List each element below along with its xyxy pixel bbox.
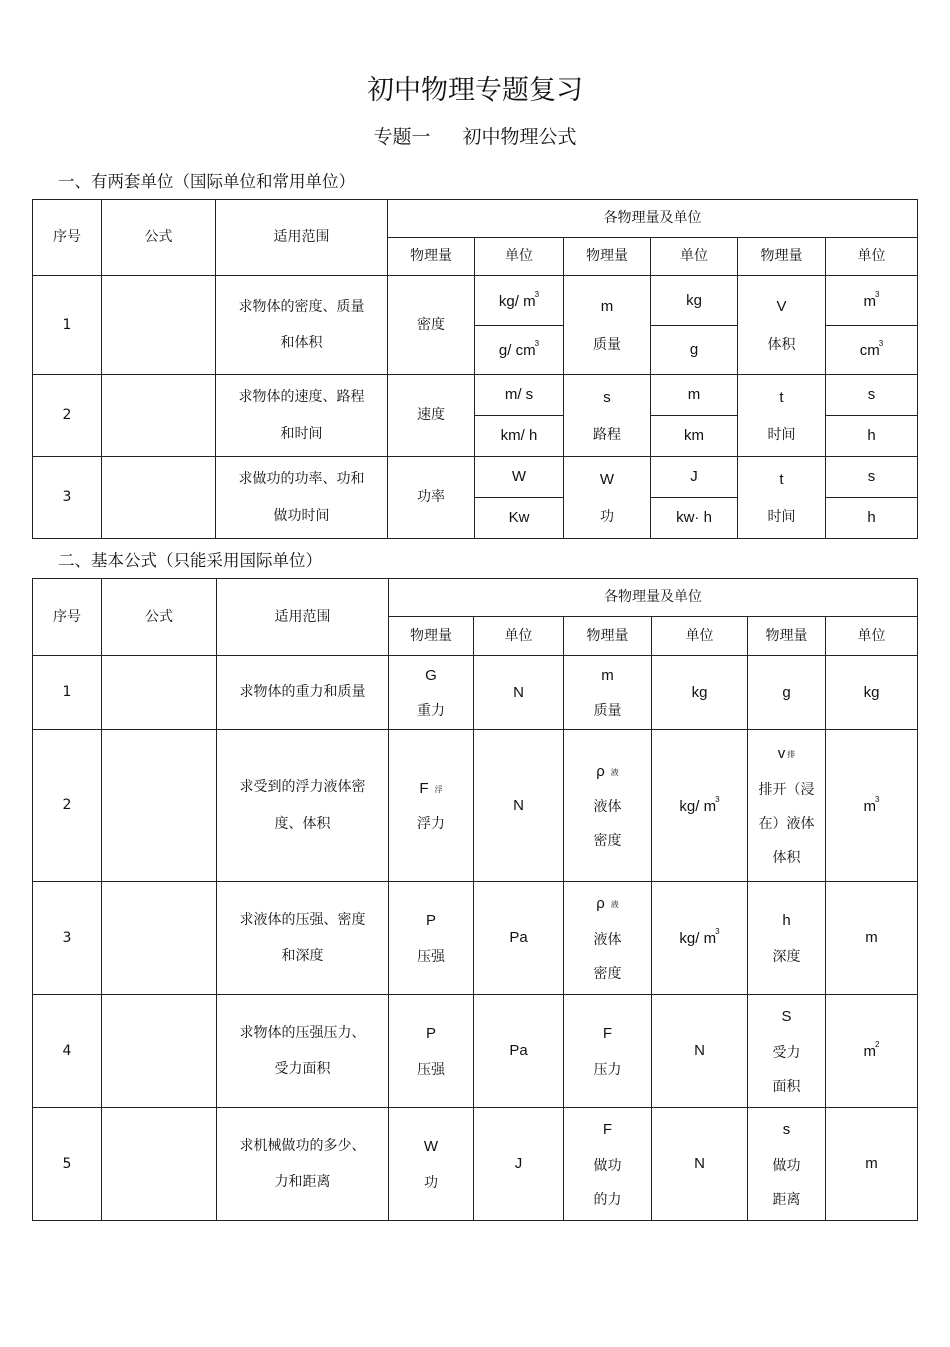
row-scope: 求液体的压强、密度 和深度 [217,882,389,995]
table-row [33,730,918,882]
header-qty-2: 物理量 [564,238,651,276]
row-quantity: P 压强 [389,882,474,995]
header-unit-3: 单位 [826,238,918,276]
row-quantity: F浮 浮力 [389,730,474,882]
header-unit-2: 单位 [652,617,748,656]
row-unit: m [826,882,918,995]
table-row [33,457,918,498]
row-seq: 3 [33,882,102,995]
header-formula: 公式 [102,200,216,276]
row-unit: g/ $cm^3$ [475,326,564,375]
header-unit-1: 单位 [474,617,564,656]
table-row [33,995,918,1108]
row-unit: N [652,1108,748,1221]
table-row [33,1108,918,1221]
header-group: 各物理量及单位 [388,200,918,238]
row-unit: kg/ $m^3$ [652,730,748,882]
row-quantity: g [748,656,826,730]
subtitle-name: 初中物理公式 [462,126,577,148]
page-title: 初中物理专题复习 [367,75,583,106]
row-quantity: P 压强 [389,995,474,1108]
header-qty-1: 物理量 [388,238,475,276]
row-scope: 求做功的功率、功和 做功时间 [216,457,388,539]
row-unit: g [651,326,738,375]
row-unit: m [826,1108,918,1221]
row-scope: 求机械做功的多少、 力和距离 [217,1108,389,1221]
row-formula [102,1108,217,1221]
units-table [32,199,918,539]
header-qty-2: 物理量 [564,617,652,656]
row-unit: Kw [475,498,564,539]
row-unit: s [826,375,918,416]
row-seq: 2 [33,730,102,882]
row-quantity: t 时间 [738,375,826,457]
row-unit: N [652,995,748,1108]
table-row [33,656,918,730]
row-quantity: m 质量 [564,656,652,730]
subtitle-topic: 专题一 [373,126,431,148]
header-scope: 适用范围 [216,200,388,276]
row-unit: kg/ $m^3$ [475,276,564,326]
row-unit: $cm^3$ [826,326,918,375]
row-unit: $m^3$ [826,276,918,326]
header-formula: 公式 [102,579,217,656]
row-unit: J [651,457,738,498]
header-unit-3: 单位 [826,617,918,656]
row-unit: km [651,416,738,457]
row-quantity: W 功 [389,1108,474,1221]
row-unit: $m^3$ [826,730,918,882]
row-quantity: F 压力 [564,995,652,1108]
header-scope: 适用范围 [217,579,389,656]
row-unit: N [474,656,564,730]
row-quantity: s 做功 距离 [748,1108,826,1221]
row-quantity: S 受力 面积 [748,995,826,1108]
row-formula [102,730,217,882]
row-unit: W [475,457,564,498]
row-formula [102,882,217,995]
row-seq: 5 [33,1108,102,1221]
row-unit: kg [652,656,748,730]
row-quantity: 功率 [388,457,475,539]
row-scope: 求物体的速度、路程 和时间 [216,375,388,457]
row-quantity: m 质量 [564,276,651,375]
row-seq: 3 [33,457,102,539]
row-formula [102,656,217,730]
table-row [33,375,918,416]
row-unit: Pa [474,995,564,1108]
table-row [33,882,918,995]
row-scope: 求受到的浮力液体密 度、体积 [217,730,389,882]
row-seq: 4 [33,995,102,1108]
row-quantity: G 重力 [389,656,474,730]
header-seq: 序号 [33,579,102,656]
header-unit-2: 单位 [651,238,738,276]
row-quantity: ρ液 液体 密度 [564,730,652,882]
row-unit: kw· h [651,498,738,539]
row-unit: $m^2$ [826,995,918,1108]
row-quantity: h 深度 [748,882,826,995]
row-seq: 2 [33,375,102,457]
row-quantity: 速度 [388,375,475,457]
row-unit: J [474,1108,564,1221]
row-unit: h [826,416,918,457]
row-unit: m [651,375,738,416]
page-subtitle [0,122,950,149]
section1-heading: 一、有两套单位（国际单位和常用单位） [58,172,355,191]
row-unit: h [826,498,918,539]
row-unit: kg [651,276,738,326]
row-quantity: ρ液 液体 密度 [564,882,652,995]
header-unit-1: 单位 [475,238,564,276]
row-scope: 求物体的密度、质量 和体积 [216,276,388,375]
row-quantity: V 体积 [738,276,826,375]
header-seq: 序号 [33,200,102,276]
row-unit: s [826,457,918,498]
row-seq: 1 [33,276,102,375]
row-unit: km/ h [475,416,564,457]
row-formula [102,375,216,457]
row-seq: 1 [33,656,102,730]
header-qty-3: 物理量 [748,617,826,656]
row-unit: Pa [474,882,564,995]
row-unit: kg [826,656,918,730]
header-qty-3: 物理量 [738,238,826,276]
row-quantity: W 功 [564,457,651,539]
row-scope: 求物体的重力和质量 [217,656,389,730]
header-group: 各物理量及单位 [389,579,918,617]
section2-heading: 二、基本公式（只能采用国际单位） [58,551,322,570]
row-formula [102,276,216,375]
row-formula [102,995,217,1108]
row-scope: 求物体的压强压力、 受力面积 [217,995,389,1108]
row-quantity: F 做功 的力 [564,1108,652,1221]
row-quantity: 密度 [388,276,475,375]
formulas-table [32,578,918,1221]
row-quantity: v排 排开（浸 在）液体 体积 [748,730,826,882]
row-formula [102,457,216,539]
row-unit: N [474,730,564,882]
row-quantity: s 路程 [564,375,651,457]
header-qty-1: 物理量 [389,617,474,656]
row-quantity: t 时间 [738,457,826,539]
row-unit: m/ s [475,375,564,416]
table-row [33,276,918,326]
row-unit: kg/ $m^3$ [652,882,748,995]
